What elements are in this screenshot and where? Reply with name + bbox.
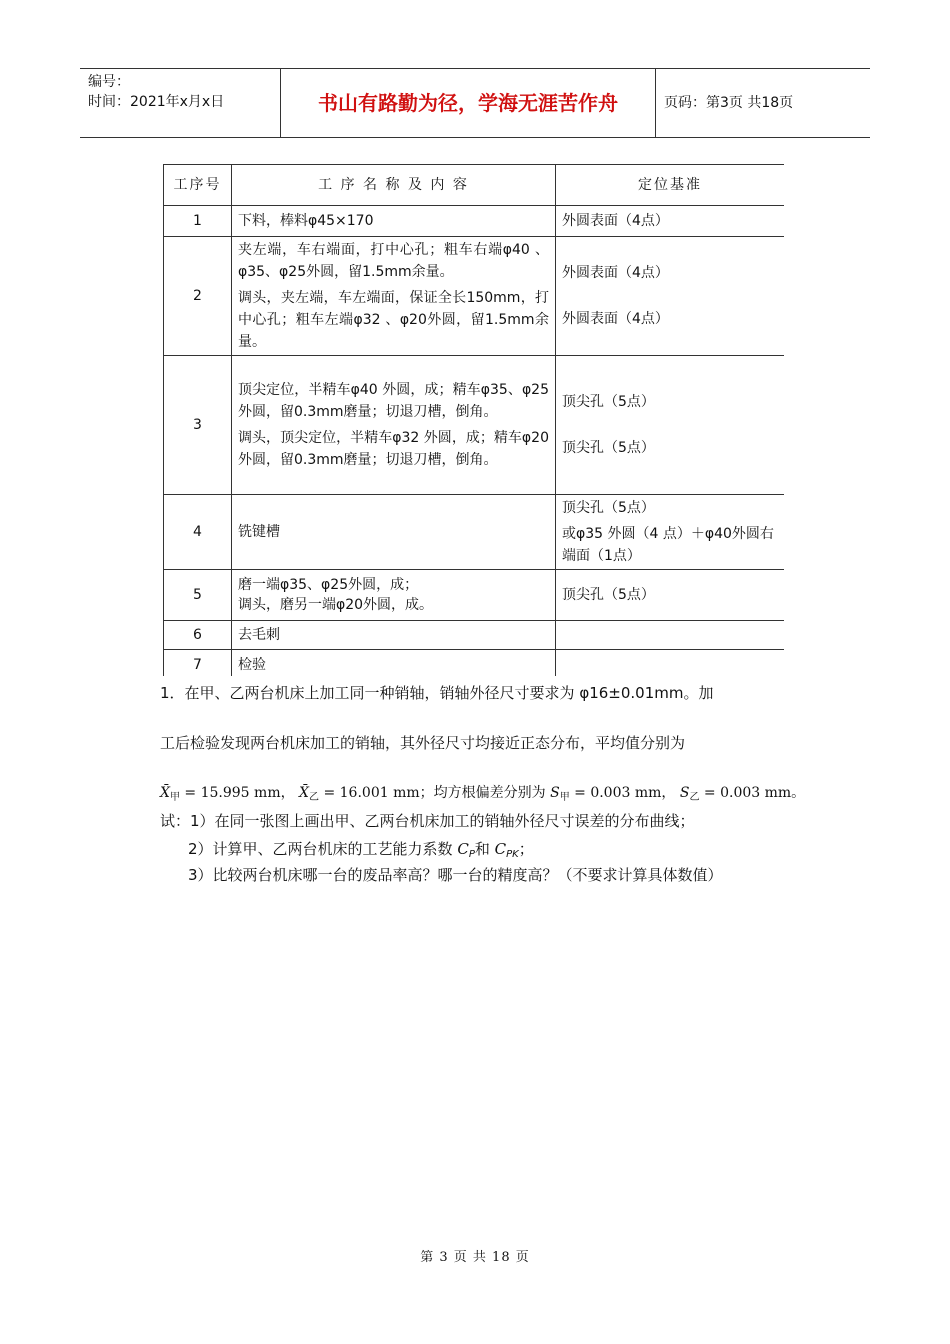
s-yi-sub: 乙 <box>689 792 700 803</box>
number-label: 编号： <box>88 74 130 90</box>
basis-text: 顶尖孔（5点） <box>562 394 655 410</box>
question-line-3 <box>160 782 805 809</box>
step-no: 1 <box>164 206 232 237</box>
question-line-4: 试：1）在同一张图上画出甲、乙两台机床加工的销轴外径尺寸误差的分布曲线； <box>160 812 695 830</box>
xbar-jia: X̄ <box>160 785 170 801</box>
step-no: 6 <box>164 621 232 650</box>
content-text: 检验 <box>238 657 266 673</box>
table-row <box>164 650 785 677</box>
s-jia-value: = 0.003 mm， <box>574 785 676 801</box>
content-text: 去毛刺 <box>238 627 280 643</box>
process-table-wrapper <box>163 164 784 676</box>
content-text: 夹左端，车右端面，打中心孔；粗车右端φ40 、φ35、φ25外圆，留1.5mm余量。 <box>238 242 549 280</box>
question-line-1: 1．在甲、乙两台机床上加工同一种销轴，销轴外径尺寸要求为 φ16±0.01mm。加 <box>160 684 714 702</box>
cpk-sub: PK <box>506 849 519 860</box>
basis-text: 顶尖孔（5点） <box>562 440 655 456</box>
header-motto: 书山有路勤为径，学海无涯苦作舟 <box>280 69 656 137</box>
content-text: 磨一端φ35、φ25外圆，成； <box>238 577 419 593</box>
step-no: 5 <box>164 570 232 621</box>
table-row <box>164 621 785 650</box>
step-content <box>232 356 556 495</box>
step-no: 4 <box>164 495 232 570</box>
table-header-row <box>164 165 785 206</box>
step-basis <box>556 495 785 570</box>
step-basis <box>556 621 785 650</box>
table-row <box>164 495 785 570</box>
step-content <box>232 206 556 237</box>
xbar-jia-value: = 15.995 mm， <box>184 785 295 801</box>
table-row <box>164 570 785 621</box>
step-basis <box>556 206 785 237</box>
line5-post: ； <box>518 840 534 858</box>
basis-text: 顶尖孔（5点） <box>562 500 655 516</box>
step-content <box>232 621 556 650</box>
basis-text: 外圆表面（4点） <box>562 213 669 229</box>
header-page-info: 页码：第3页 共18页 <box>664 95 794 111</box>
question-line-6: 3）比较两台机床哪一台的废品率高？哪一台的精度高？（不要求计算具体数值） <box>188 866 723 884</box>
line5-pre: 2）计算甲、乙两台机床的工艺能力系数 <box>188 840 453 858</box>
s-jia: S <box>550 785 560 801</box>
step-content <box>232 237 556 356</box>
basis-text: 外圆表面（4点） <box>562 311 669 327</box>
s-jia-sub: 甲 <box>559 792 570 803</box>
step-basis <box>556 356 785 495</box>
content-text: 下料，棒料φ45×170 <box>238 213 374 229</box>
step-content <box>232 650 556 677</box>
line5-mid: 和 <box>474 840 490 858</box>
content-text: 调头，夹左端，车左端面，保证全长150mm，打中心孔；粗车左端φ32 、φ20外圆，留1.5mm余量。 <box>238 290 549 350</box>
page-footer: 第 3 页 共 18 页 <box>420 1250 530 1265</box>
content-text: 调头，磨另一端φ20外圆，成。 <box>238 597 434 613</box>
basis-text: 顶尖孔（5点） <box>562 587 655 603</box>
s-yi: S <box>679 785 690 801</box>
question-line-5 <box>188 838 534 866</box>
step-content <box>232 495 556 570</box>
header-step-no: 工序号 <box>164 165 232 206</box>
content-text: 调头，顶尖定位，半精车φ32 外圆，成；精车φ20外圆，留0.3mm磨量；切退刀槽，倒角。 <box>238 430 549 468</box>
cpk-symbol: C <box>494 840 507 858</box>
table-row <box>164 237 785 356</box>
step-no: 7 <box>164 650 232 677</box>
table-row <box>164 356 785 495</box>
step-no: 3 <box>164 356 232 495</box>
page-header <box>80 68 870 138</box>
header-meta <box>80 69 280 137</box>
question-line-2: 工后检验发现两台机床加工的销轴，其外径尺寸均接近正态分布，平均值分别为 <box>160 734 686 752</box>
step-basis <box>556 237 785 356</box>
basis-text: 或φ35 外圆（4 点）＋φ40外圆右端面（1点） <box>562 526 774 564</box>
header-content: 工 序 名 称 及 内 容 <box>232 165 556 206</box>
xbar-yi: X̄ <box>299 785 310 801</box>
content-text: 铣键槽 <box>238 524 280 540</box>
s-yi-value: = 0.003 mm。 <box>703 785 806 801</box>
xbar-yi-value: = 16.001 mm；均方根偏差分别为 <box>323 785 546 801</box>
time-label: 时间：2021年x月x日 <box>88 94 225 110</box>
table-row <box>164 206 785 237</box>
step-basis <box>556 650 785 677</box>
cp-sub: P <box>468 849 475 860</box>
xbar-yi-sub: 乙 <box>309 792 320 803</box>
content-text: 顶尖定位，半精车φ40 外圆，成；精车φ35、φ25外圆，留0.3mm磨量；切退刀槽，倒角。 <box>238 382 549 420</box>
step-basis <box>556 570 785 621</box>
basis-text: 外圆表面（4点） <box>562 265 669 281</box>
cp-symbol: C <box>457 840 469 858</box>
step-content <box>232 570 556 621</box>
process-table <box>163 164 784 676</box>
xbar-jia-sub: 甲 <box>169 792 180 803</box>
step-no: 2 <box>164 237 232 356</box>
header-basis: 定位基准 <box>556 165 785 206</box>
